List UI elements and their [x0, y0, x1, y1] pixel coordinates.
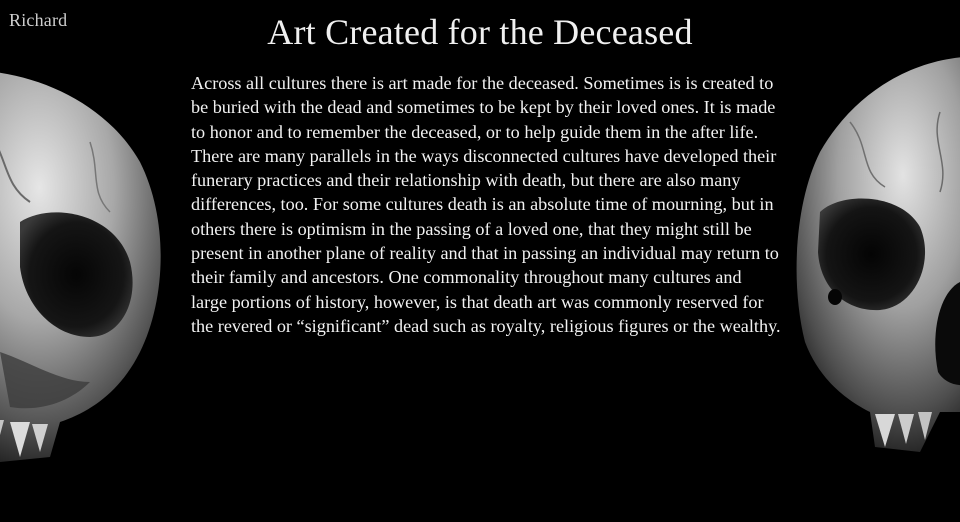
- right-skull-image: [790, 52, 960, 472]
- author-name: Richard: [9, 10, 68, 30]
- body-paragraph: Across all cultures there is art made for the deceased. Sometimes is is created to be buried with the dead and sometimes to be kept by their loved ones. It is made to honor and to remember the deceased, or to help guide them in the after life. There are many parallels in the ways disconnected cultures have developed their funerary practices and their relationship with death, but there are also many differences, too. For some cultures death is an absolute time of mourning, but in others there is optimism in the passing of a loved one, that they might still be present in another plane of reality and that in passing an individual may return to their family and ancestors. One commonality throughout many cultures and large portions of history, however, is that death art was commonly reserved for the revered or “significant” dead such as royalty, religious figures or the wealthy.: [191, 73, 781, 336]
- left-skull-image: [0, 62, 170, 472]
- page-title: Art Created for the Deceased: [267, 12, 693, 52]
